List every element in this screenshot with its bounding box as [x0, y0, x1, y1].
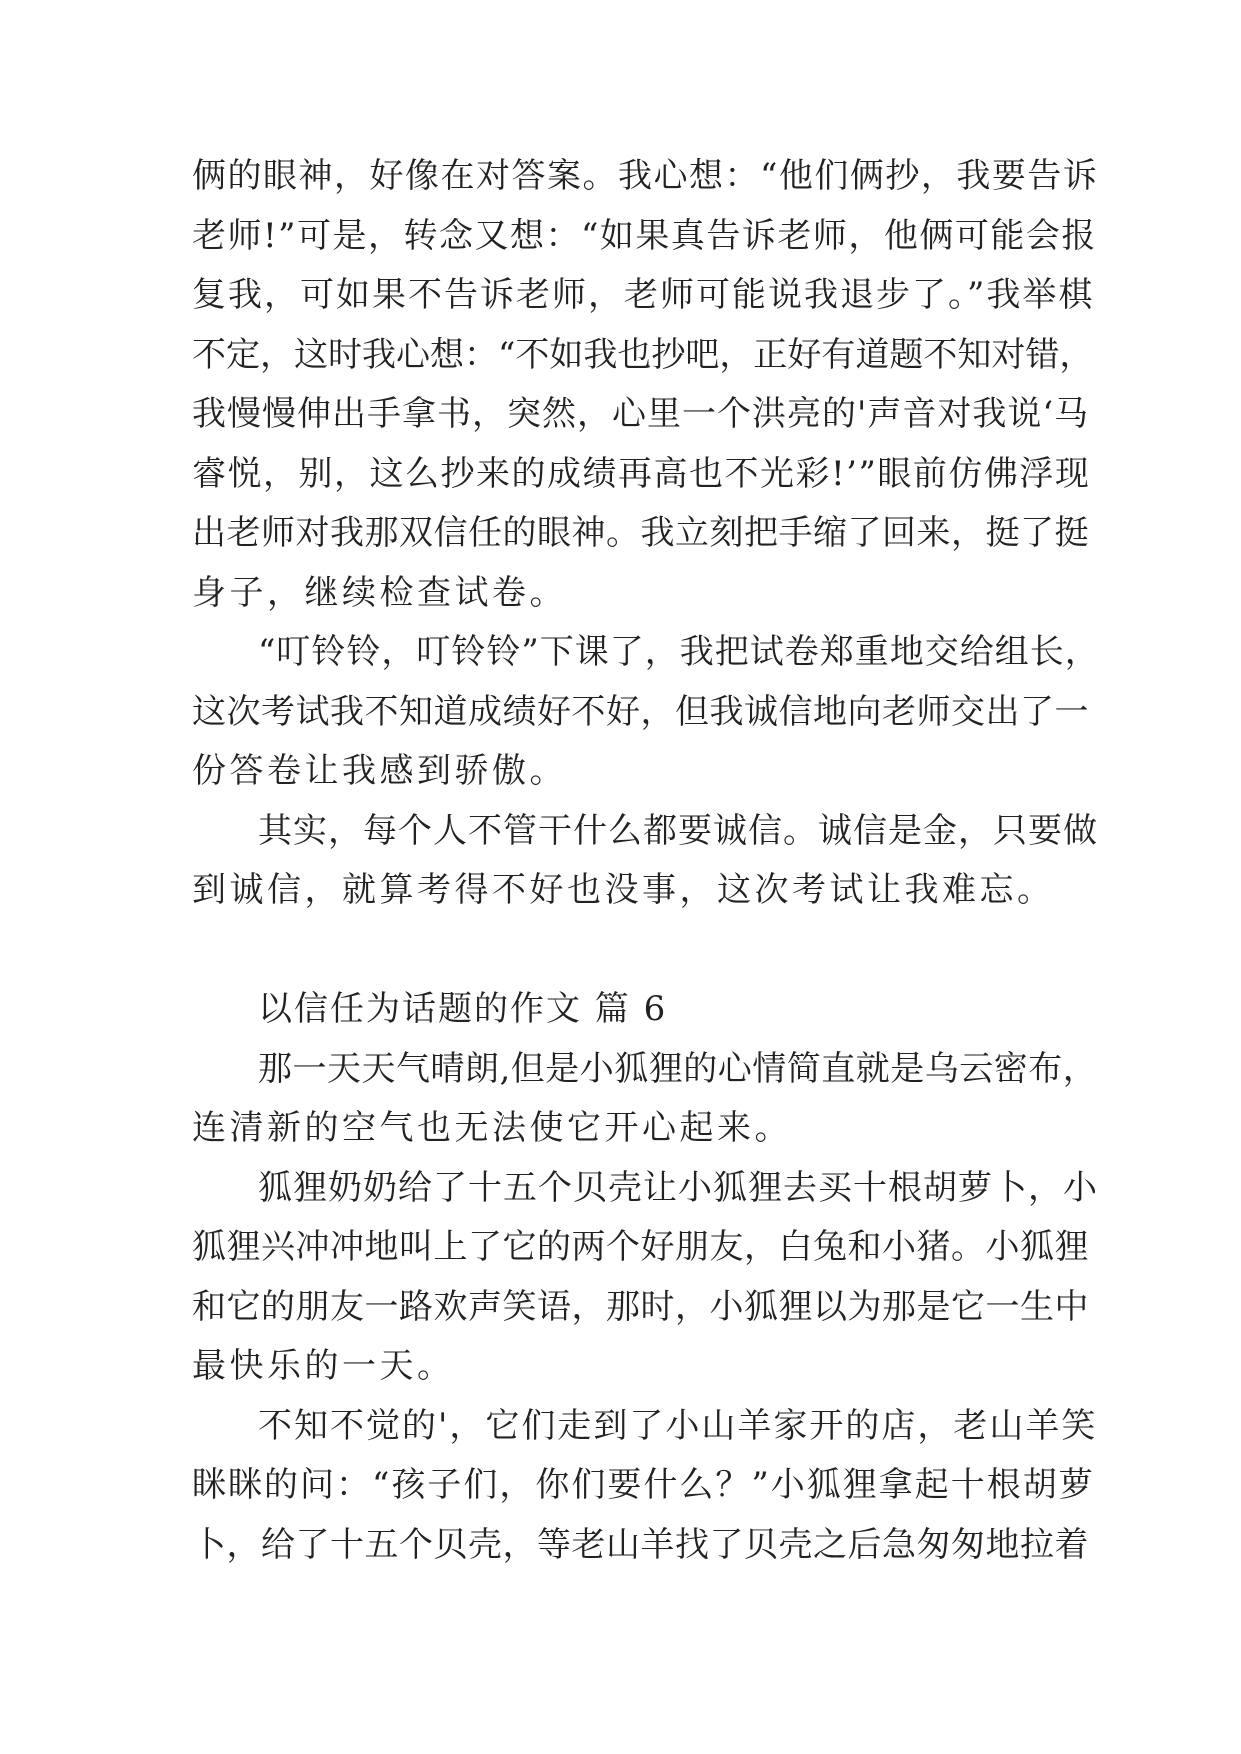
paragraph-line: 老师!”可是，转念又想：“如果真告诉老师，他俩可能会报 [192, 216, 1097, 256]
paragraph-line: 不定，这时我心想：“不如我也抄吧，正好有道题不知对错， [192, 335, 1094, 375]
paragraph-first-line: 不知不觉的'，它们走到了小山羊家开的店，老山羊笑 [258, 1406, 1098, 1446]
paragraph-line: 狐狸兴冲冲地叫上了它的两个好朋友，白兔和小猪。小狐狸 [192, 1227, 1089, 1267]
paragraph-line: 复我，可如果不告诉老师，老师可能说我退步了。”我举棋 [192, 275, 1095, 315]
paragraph-line: 这次考试我不知道成绩好不好，但我诚信地向老师交出了一 [192, 692, 1089, 732]
paragraph-line: 睿悦，别，这么抄来的成绩再高也不光彩!’”眼前仿佛浮现 [192, 454, 1091, 494]
paragraph-line: 我慢慢伸出手拿书，突然，心里一个洪亮的'声音对我说‘马 [192, 394, 1090, 434]
paragraph-line: 眯眯的问：“孩子们，你们要什么？”小狐狸拿起十根胡萝 [192, 1465, 1095, 1505]
paragraph-first-line: 其实，每个人不管干什么都要诚信。诚信是金，只要做 [258, 811, 1098, 851]
paragraph-line: 俩的眼神，好像在对答案。我心想：“他们俩抄，我要告诉 [192, 156, 1099, 196]
paragraph-line: 份答卷让我感到骄傲。 [192, 751, 567, 791]
section-title: 以信任为话题的作文 篇 6 [258, 989, 668, 1029]
paragraph-first-line: “叮铃铃，叮铃铃”下课了，我把试卷郑重地交给组长， [258, 632, 1100, 672]
paragraph-line: 和它的朋友一路欢声笑语，那时，小狐狸以为那是它一生中 [192, 1287, 1089, 1327]
paragraph-line: 到诚信，就算考得不好也没事，这次考试让我难忘。 [192, 870, 1055, 910]
paragraph-first-line: 狐狸奶奶给了十五个贝壳让小狐狸去买十根胡萝卜，小 [258, 1168, 1098, 1208]
paragraph-line: 出老师对我那双信任的眼神。我立刻把手缩了回来，挺了挺 [192, 513, 1089, 553]
paragraph-line: 卜，给了十五个贝壳，等老山羊找了贝壳之后急匆匆地拉着 [192, 1525, 1089, 1565]
paragraph-line: 身子，继续检查试卷。 [192, 573, 567, 613]
paragraph-line: 连清新的空气也无法使它开心起来。 [192, 1108, 792, 1148]
paragraph-line: 最快乐的一天。 [192, 1346, 455, 1386]
paragraph-first-line: 那一天天气晴朗,但是小狐狸的心情简直就是乌云密布， [258, 1049, 1098, 1089]
